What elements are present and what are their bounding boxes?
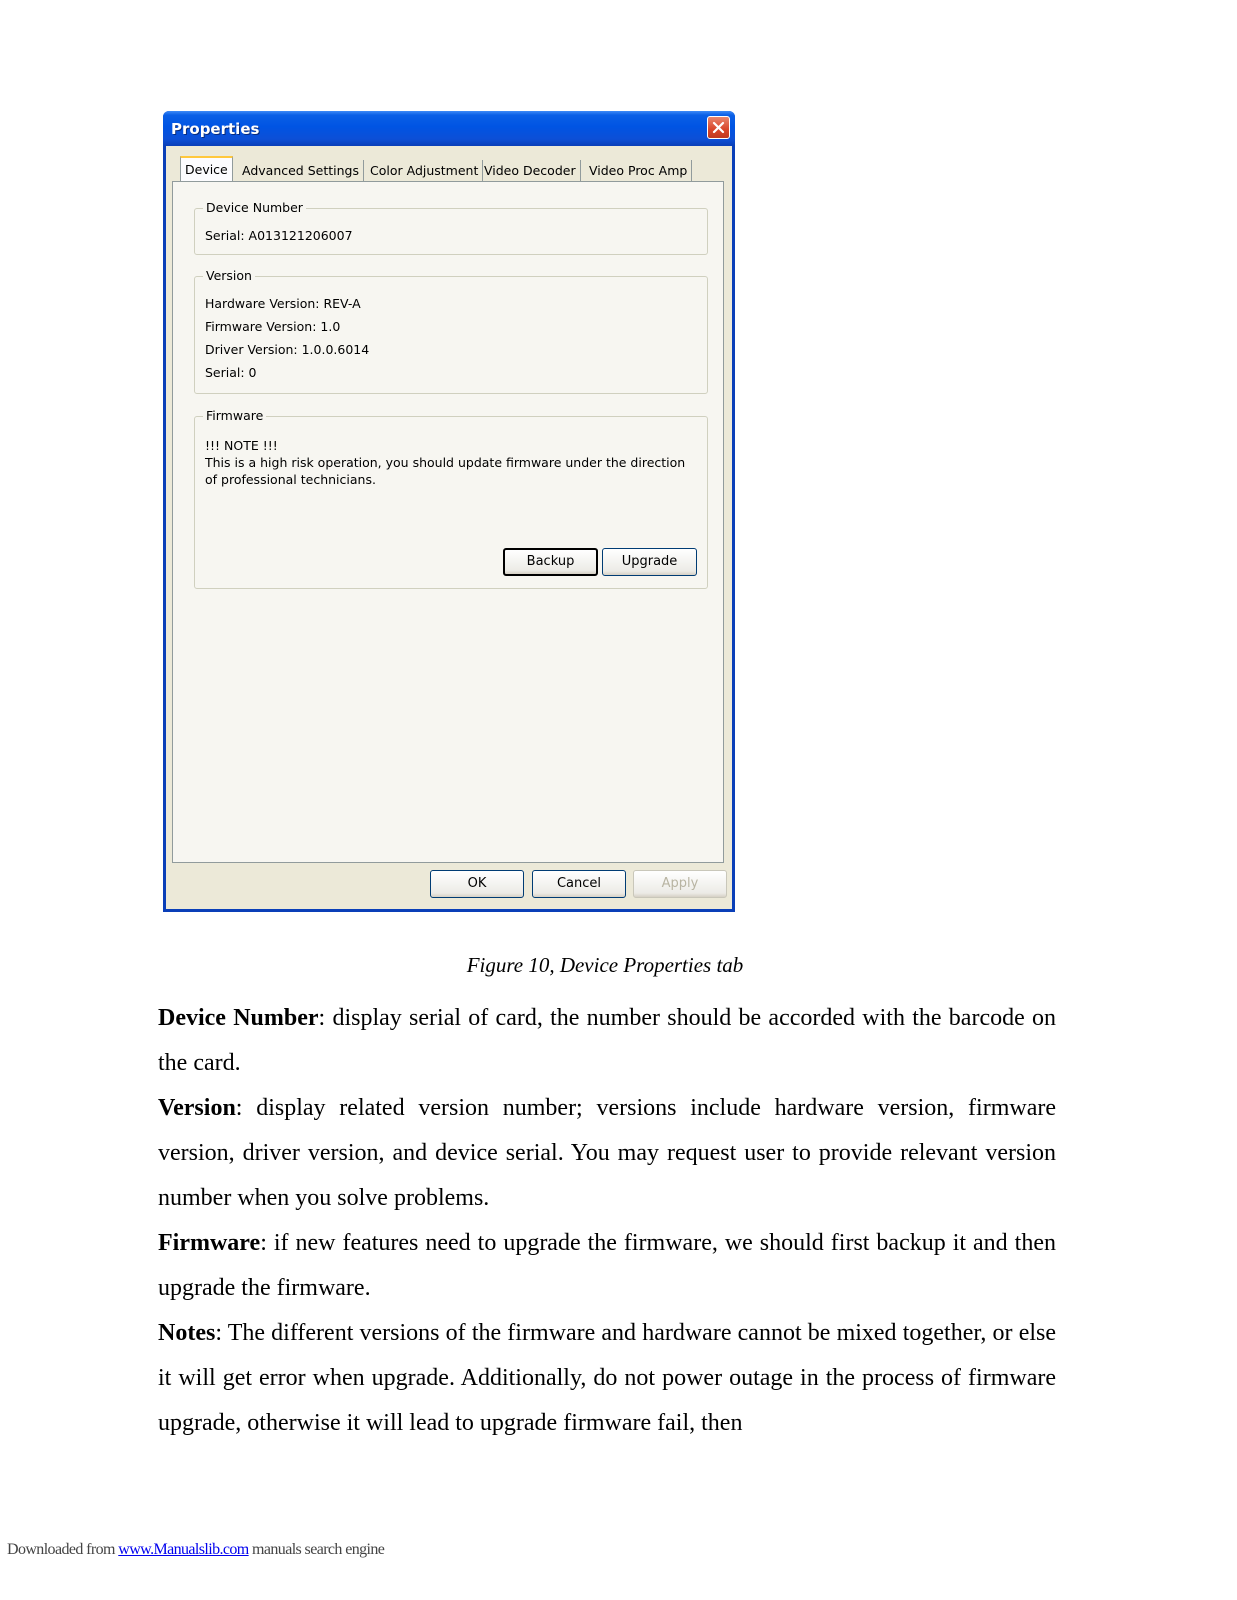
text-firmware: : if new features need to upgrade the firmware, we should first backup it and then upgrade the firmware. — [158, 1230, 1056, 1301]
download-footer — [7, 1541, 384, 1559]
tab-video-proc-amp[interactable]: Video Proc Amp — [585, 160, 692, 182]
version-group — [194, 268, 708, 394]
properties-dialog — [163, 111, 735, 912]
device-number-label: Device Number — [203, 200, 306, 215]
version-label: Version — [203, 268, 255, 283]
figure-caption: Figure 10, Device Properties tab — [466, 953, 744, 977]
tab-video-decoder[interactable]: Video Decoder — [480, 160, 581, 182]
tab-advanced-settings[interactable]: Advanced Settings — [238, 160, 364, 182]
text-device-number: : display serial of card, the number should be accorded with the barcode on the card. — [158, 1005, 1057, 1076]
title-bar[interactable] — [163, 111, 735, 146]
firmware-group — [194, 408, 708, 589]
paragraph-firmware — [158, 1221, 1056, 1311]
cancel-button[interactable]: Cancel — [532, 870, 626, 898]
upgrade-button[interactable]: Upgrade — [602, 548, 697, 576]
firmware-label: Firmware — [203, 408, 266, 423]
note-text: This is a high risk operation, you should update firmware under the direction of professional technicians. — [205, 455, 686, 487]
paragraph-device-number — [158, 996, 1056, 1086]
manualslib-link[interactable]: www.Manualslib.com — [118, 1541, 249, 1558]
device-number-group — [194, 200, 708, 255]
driver-version: Driver Version: 1.0.0.6014 — [205, 342, 370, 357]
backup-button[interactable]: Backup — [503, 548, 598, 576]
text-version: : display related version number; versions include hardware version, firmware version, driver version, and device serial. You may request user to provide relevant version number when you solve problems. — [158, 1095, 1056, 1211]
device-tab-panel — [172, 181, 724, 863]
close-icon — [712, 121, 725, 134]
text-notes: : The different versions of the firmware and hardware cannot be mixed together, or else it will get error when upgrade. Additionally, do not power outage in the process of firmware upgrade, otherwise it will lead to upgrade firmware fail, then — [158, 1320, 1056, 1436]
firmware-note — [205, 437, 695, 488]
close-button[interactable] — [707, 116, 730, 139]
ok-button[interactable]: OK — [430, 870, 524, 898]
firmware-version: Firmware Version: 1.0 — [205, 319, 341, 334]
device-serial: Serial: A013121206007 — [205, 228, 353, 243]
version-serial: Serial: 0 — [205, 365, 257, 380]
paragraph-version — [158, 1086, 1056, 1221]
apply-button[interactable]: Apply — [633, 870, 727, 898]
term-device-number: Device Number — [158, 1005, 319, 1031]
tab-color-adjustment[interactable]: Color Adjustment — [366, 160, 483, 182]
footer-suffix: manuals search engine — [248, 1541, 385, 1558]
term-firmware: Firmware — [158, 1230, 261, 1256]
note-title: !!! NOTE !!! — [205, 438, 278, 453]
tab-device[interactable]: Device — [180, 156, 233, 183]
term-notes: Notes — [158, 1320, 216, 1346]
paragraph-notes — [158, 1311, 1056, 1446]
term-version: Version — [158, 1095, 236, 1121]
dialog-title: Properties — [171, 120, 260, 138]
footer-prefix: Downloaded from — [7, 1541, 119, 1558]
hardware-version: Hardware Version: REV-A — [205, 296, 361, 311]
